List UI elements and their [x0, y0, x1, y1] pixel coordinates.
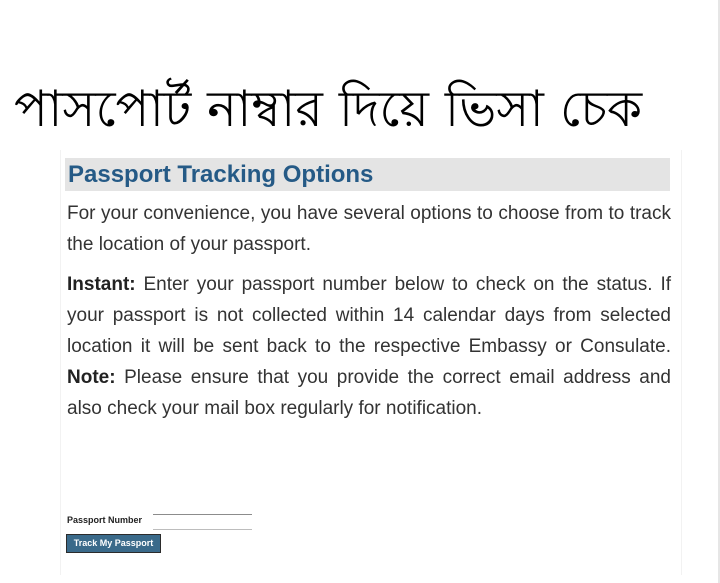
- instant-text: Enter your passport number below to check on the status. If your passport is not collected within 14 calendar days from selected location it will be sent back to the respective Embassy or Consulate.: [67, 274, 671, 357]
- tracking-options-panel: [60, 150, 682, 575]
- panel-title: Passport Tracking Options: [68, 161, 374, 188]
- track-my-passport-button[interactable]: Track My Passport: [66, 534, 161, 553]
- note-label: Note:: [67, 367, 116, 388]
- passport-number-label: Passport Number: [67, 515, 143, 525]
- passport-number-input[interactable]: [153, 514, 252, 530]
- note-text: Please ensure that you provide the correct email address and also check your mail box regularly for notification.: [67, 367, 671, 419]
- instant-label: Instant:: [67, 274, 136, 295]
- bengali-headline: পাসপোর্ট নাম্বার দিয়ে ভিসা চেক: [14, 80, 643, 138]
- panel-header: [65, 158, 670, 191]
- intro-paragraph: For your convenience, you have several options to choose from to track the location of your passport.: [67, 203, 671, 255]
- instructions-paragraph: [67, 269, 671, 424]
